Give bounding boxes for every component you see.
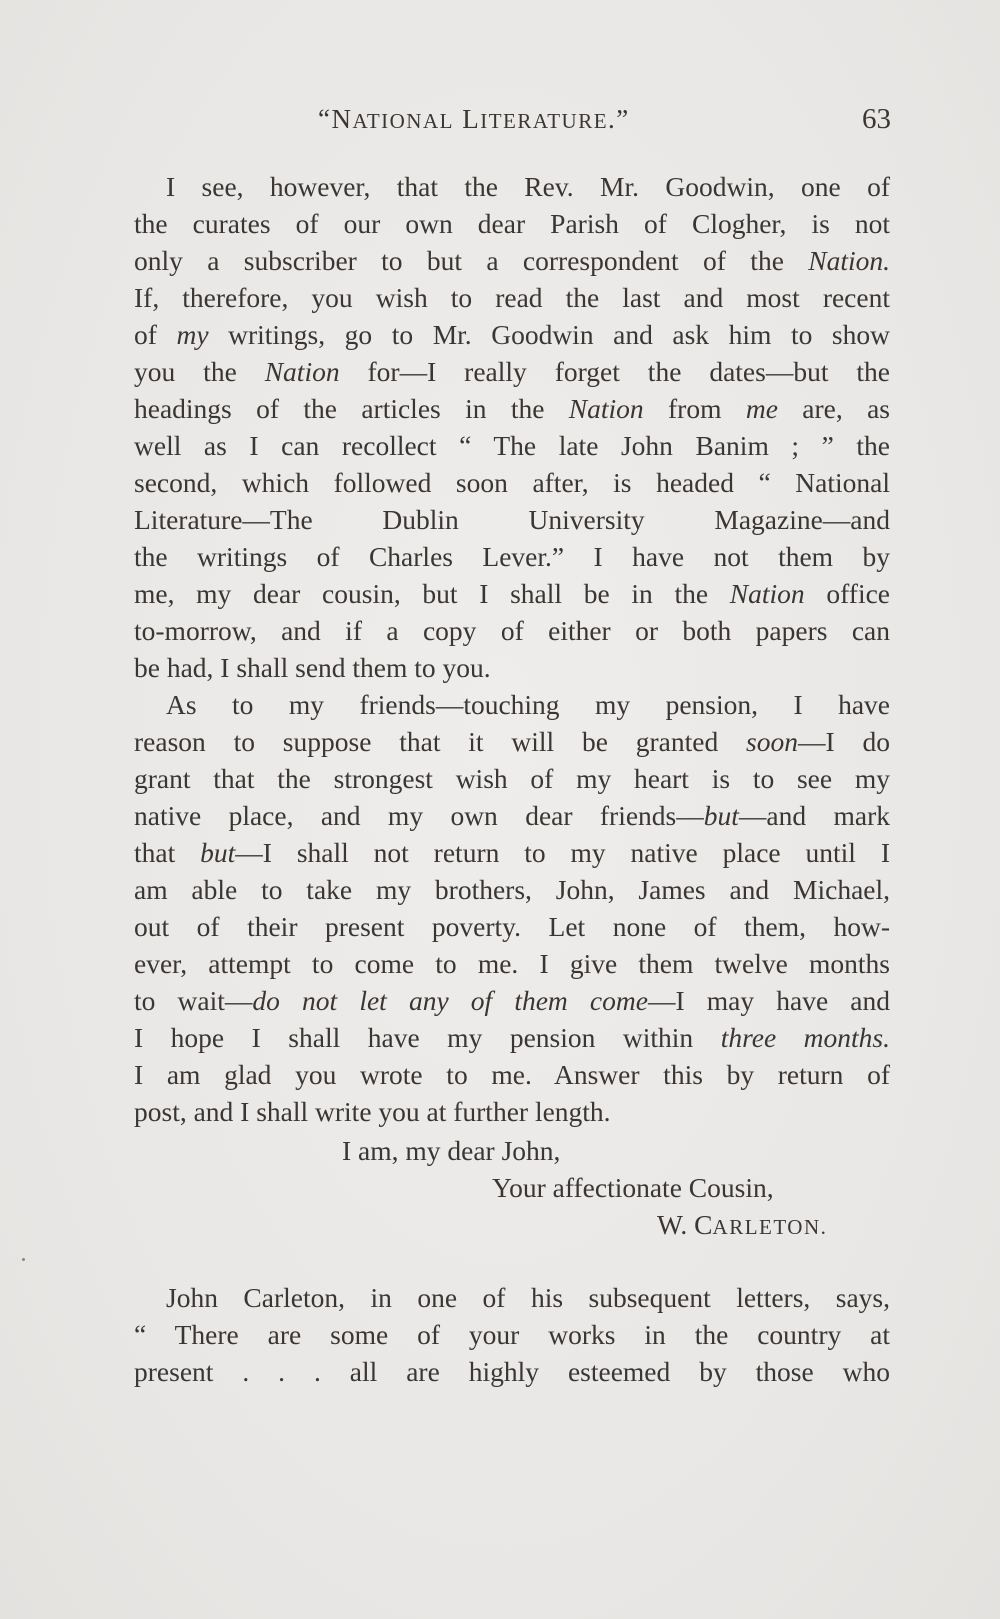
text-line	[134, 1019, 890, 1056]
text-run: are, as	[777, 393, 890, 424]
text-line	[134, 982, 890, 1019]
text-run: for—I really forget the dates—but the	[339, 356, 890, 387]
text-line	[134, 353, 890, 390]
running-head-quote-open: “	[318, 104, 332, 134]
running-head-quote-close: .”	[608, 104, 630, 134]
text-run: —I may have and	[647, 985, 891, 1016]
text-line	[134, 649, 890, 686]
running-head-initial-l: L	[462, 104, 481, 134]
text-line	[134, 1093, 890, 1130]
text-line	[134, 945, 890, 982]
text-line	[134, 723, 890, 760]
running-head-initial-n: N	[331, 104, 353, 134]
letter-salutation: I am, my dear John,	[342, 1135, 561, 1166]
italic-run: my	[176, 319, 209, 350]
text-run: I am glad you wrote to me. Answer this by return of	[134, 1059, 890, 1090]
signature-surname: ARLETON.	[712, 1215, 828, 1239]
text-run: to wait—	[134, 985, 253, 1016]
text-run: only a subscriber to but a correspondent of the	[134, 245, 809, 276]
text-run: office	[804, 578, 890, 609]
text-run: that	[134, 837, 201, 868]
text-run: the writings of Charles Lever.” I have not them by	[134, 541, 890, 572]
text-line	[134, 390, 890, 427]
text-line	[134, 1056, 890, 1093]
text-run: If, therefore, you wish to read the last and most recent	[134, 282, 890, 313]
text-line	[134, 760, 890, 797]
text-line	[134, 797, 890, 834]
italic-run: Nation	[568, 393, 644, 424]
text-run: native place, and my own dear friends—	[134, 800, 704, 831]
text-line	[134, 316, 890, 353]
letter-body	[134, 168, 890, 1130]
text-run: out of their present poverty. Let none of them, how-	[134, 911, 890, 942]
text-run: writings, go to Mr. Goodwin and ask him to show	[208, 319, 890, 350]
italic-run: do not let any of them come	[252, 985, 648, 1016]
text-line	[134, 1316, 890, 1353]
italic-run: but	[703, 800, 739, 831]
text-line	[134, 871, 890, 908]
text-run: —and mark	[738, 800, 890, 831]
text-run: “ There are some of your works in the country at	[134, 1319, 890, 1350]
text-run: I hope I shall have my pension within	[134, 1022, 721, 1053]
page-number: 63	[862, 103, 891, 135]
text-run: me, my dear cousin, but I shall be in the	[134, 578, 730, 609]
text-run: —I do	[798, 726, 890, 757]
italic-run: soon	[746, 726, 798, 757]
text-line	[134, 205, 890, 242]
text-run: from	[643, 393, 746, 424]
text-run: headings of the articles in the	[134, 393, 569, 424]
running-head-word-national: ATIONAL	[352, 109, 454, 133]
text-line	[134, 501, 890, 538]
text-line	[134, 908, 890, 945]
text-run: I see, however, that the Rev. Mr. Goodwin, one of	[166, 171, 890, 202]
text-line	[134, 427, 890, 464]
text-run: be had, I shall send them to you.	[134, 652, 491, 683]
text-run: reason to suppose that it will be granted	[134, 726, 747, 757]
text-run: to-morrow, and if a copy of either or both papers can	[134, 615, 890, 646]
text-line	[134, 686, 890, 723]
continuation-body	[134, 1279, 890, 1390]
text-run: second, which followed soon after, is headed “ National	[134, 467, 890, 498]
text-run: you the	[134, 356, 265, 387]
italic-run: but	[200, 837, 236, 868]
italic-run: Nation.	[808, 245, 890, 276]
text-run: post, and I shall write you at further length.	[134, 1096, 611, 1127]
text-line	[134, 242, 890, 279]
signature-initials: W. C	[657, 1209, 713, 1240]
text-run: of	[134, 319, 177, 350]
letter-signature	[657, 1209, 827, 1241]
italic-run: Nation	[264, 356, 340, 387]
text-line	[134, 168, 890, 205]
running-head-word-literature: ITERATURE	[480, 109, 609, 133]
text-run: am able to take my brothers, John, James and Michael,	[134, 874, 890, 905]
text-run: As to my friends—touching my pension, I have	[166, 689, 890, 720]
text-run: John Carleton, in one of his subsequent letters, says,	[166, 1282, 890, 1313]
paper-speck	[22, 1258, 25, 1261]
italic-run: me	[745, 393, 778, 424]
text-run: ever, attempt to come to me. I give them twelve months	[134, 948, 890, 979]
text-run: —I shall not return to my native place until I	[235, 837, 890, 868]
text-run: Literature—The Dublin University Magazine—and	[134, 504, 890, 535]
text-run: the curates of our own dear Parish of Clogher, is not	[134, 208, 890, 239]
running-head	[318, 104, 630, 135]
text-line	[134, 279, 890, 316]
letter-valediction: Your affectionate Cousin,	[492, 1172, 774, 1203]
text-run: grant that the strongest wish of my heart is to see my	[134, 763, 890, 794]
italic-run: three months.	[720, 1022, 891, 1053]
text-run: well as I can recollect “ The late John Banim ; ” the	[134, 430, 890, 461]
italic-run: Nation	[729, 578, 805, 609]
text-line	[134, 464, 890, 501]
text-line	[134, 1353, 890, 1390]
text-line	[134, 1279, 890, 1316]
text-line	[134, 538, 890, 575]
text-line	[134, 612, 890, 649]
text-run: present . . . all are highly esteemed by those who	[134, 1356, 890, 1387]
text-line	[134, 834, 890, 871]
text-line	[134, 575, 890, 612]
